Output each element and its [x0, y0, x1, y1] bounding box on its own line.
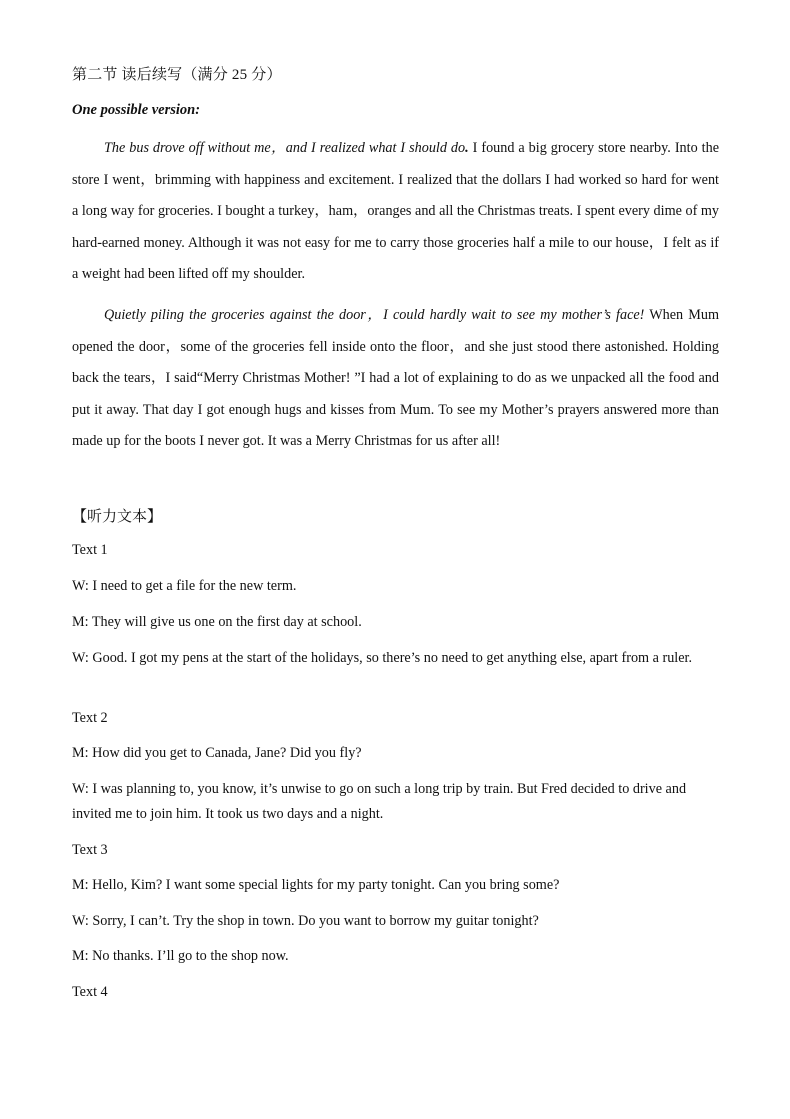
paragraph-1-lead-period: .	[465, 140, 469, 156]
dialogue-line: W: I need to get a file for the new term.	[72, 578, 297, 594]
dialogue-line: M: How did you get to Canada, Jane? Did you fly?	[72, 745, 362, 761]
dialogue-line: W: Good. I got my pens at the start of the holidays, so there’s no need to get anything else, apart from a ruler.	[72, 650, 693, 666]
paragraph-1-body: I found a big grocery store nearby. Into the store I went，brimming with happiness and excitement. I realized that the dollars I had worked so hard for went a long way for groceries. I bought a turkey，ham，oranges and all the Christmas treats. I spent every dime of my hard-earned money. Although it was not easy for me to carry those groceries half a mile to our house，I felt as if a weight had been lifted off my shoulder.	[72, 140, 719, 283]
listening-section-title: 【听力文本】	[72, 509, 163, 525]
paragraph-2-lead: Quietly piling the groceries against the door，I could hardly wait to see my mother’s face!	[104, 307, 645, 323]
text-4-label: Text 4	[72, 984, 108, 1000]
paragraph-1-lead: The bus drove off without me，and I realized what I should do	[104, 140, 466, 156]
paragraph-2-body: When Mum opened the door，some of the groceries fell inside onto the floor，and she just stood there astonished. Holding back the tears，I said“Merry Christmas Mother! ”I had a lot of explaining to do as we unpacked all the food and put it away. That day I got enough hugs and kisses from Mum. To see my Mother’s prayers answered more than made up for the boots I never got. It was a Merry Christmas for us after all!	[72, 307, 719, 450]
dialogue-line: M: No thanks. I’ll go to the shop now.	[72, 948, 289, 964]
dialogue-line: W: I was planning to, you know, it’s unwise to go on such a long trip by train. But Fred decided to drive and invited me to join him. It took us two days and a night.	[72, 781, 687, 822]
version-label: One possible version:	[72, 102, 201, 118]
dialogue-line: W: Sorry, I can’t. Try the shop in town. Do you want to borrow my guitar tonight?	[72, 913, 539, 929]
dialogue-line: M: Hello, Kim? I want some special lights for my party tonight. Can you bring some?	[72, 877, 560, 893]
text-2-label: Text 2	[72, 710, 108, 726]
text-3-label: Text 3	[72, 842, 108, 858]
essay-paragraph-1	[72, 133, 719, 291]
essay-paragraph-2	[72, 300, 719, 458]
text-1-label: Text 1	[72, 542, 108, 558]
section-heading: 第二节 读后续写（满分 25 分）	[72, 67, 282, 83]
dialogue-line: M: They will give us one on the first day at school.	[72, 614, 362, 630]
